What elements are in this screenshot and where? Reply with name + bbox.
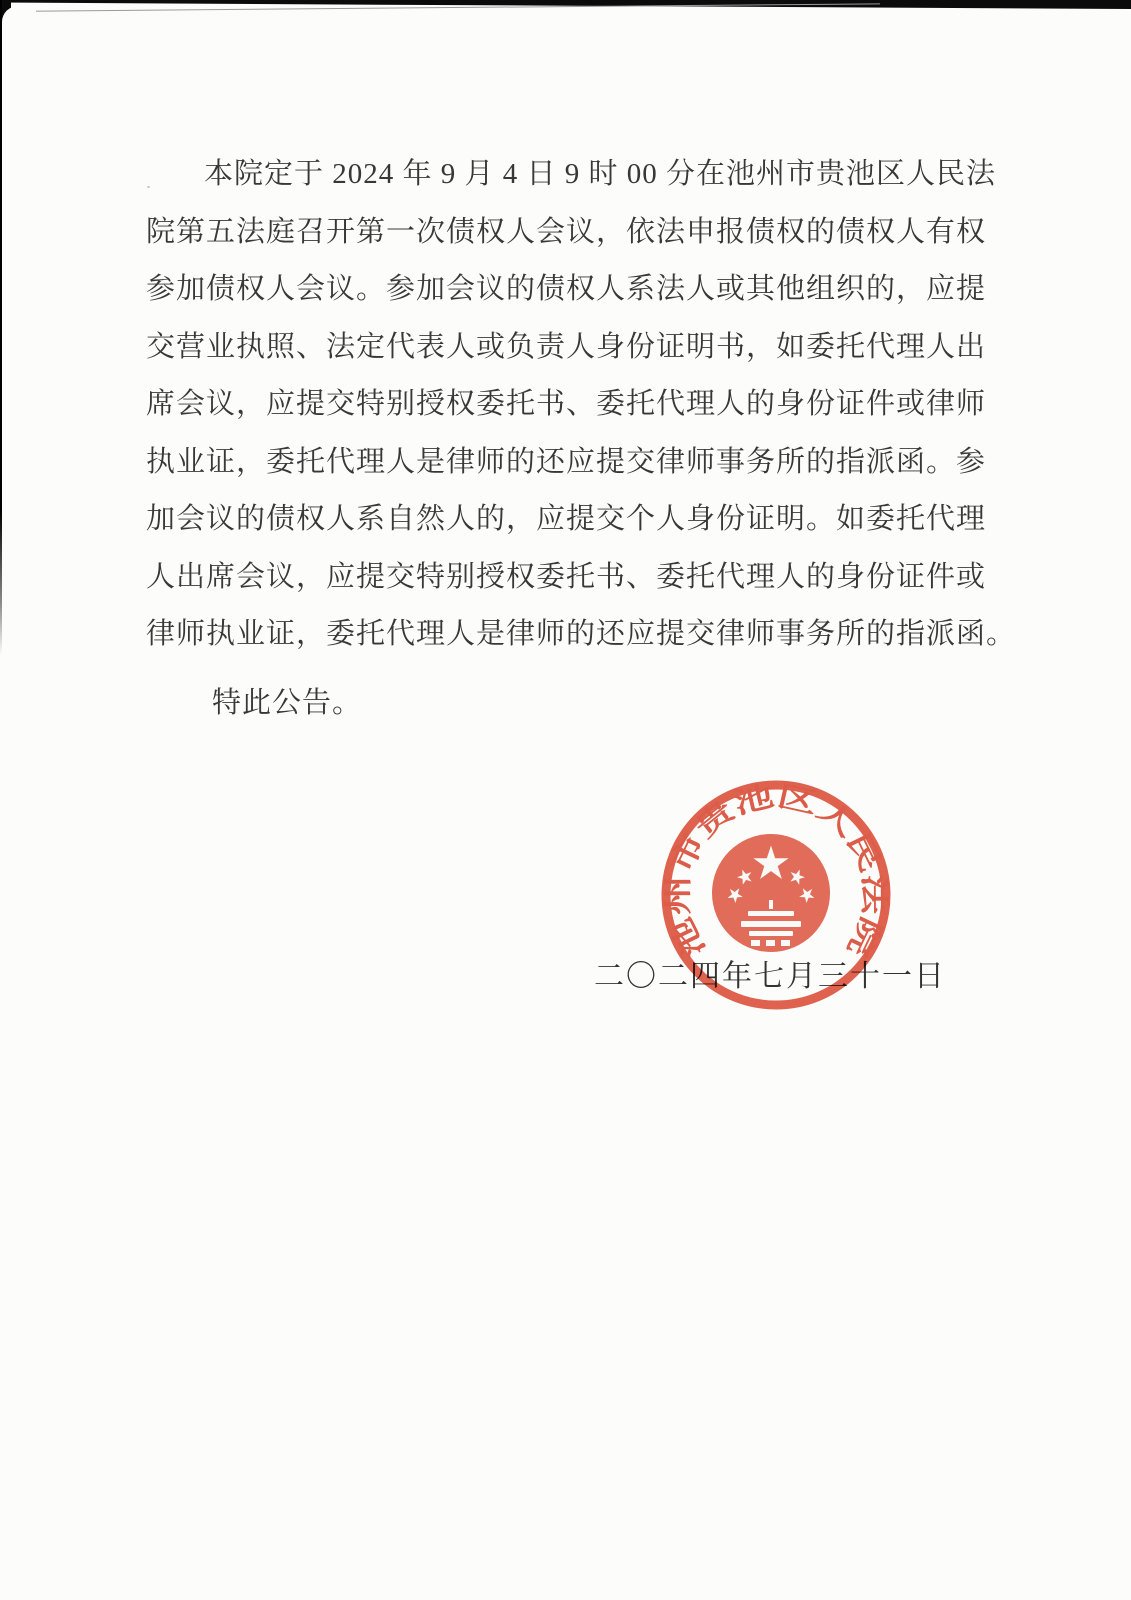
scan-page-corner bbox=[2, 6, 36, 40]
court-seal bbox=[645, 764, 907, 1026]
notice-body bbox=[146, 146, 1017, 732]
body-text-line: 执业证，委托代理人是律师的还应提交律师事务所的指派函。参 bbox=[146, 445, 987, 478]
body-text-line: 人出席会议，应提交特别授权委托书、委托代理人的身份证件或 bbox=[146, 560, 987, 593]
body-text-line: 席会议，应提交特别授权委托书、委托代理人的身份证件或律师 bbox=[146, 388, 987, 420]
body-text-line: 交营业执照、法定代表人或负责人身份证明书，如委托代理人出 bbox=[146, 330, 987, 363]
scan-left-edge-artifact bbox=[0, 0, 2, 655]
seal-graphics bbox=[663, 779, 890, 1005]
body-text-line: 参加债权人会议。参加会议的债权人系法人或其他组织的，应提 bbox=[146, 273, 987, 305]
body-text-line: 院第五法庭召开第一次债权人会议，依法申报债权的债权人有权 bbox=[146, 215, 987, 248]
closing-statement: 特此公告。 bbox=[212, 686, 363, 719]
notice-date: 二〇二四年七月三十一日 bbox=[594, 960, 946, 993]
seal-ring-text: 池州市贵池区人民法院 bbox=[662, 780, 890, 963]
national-emblem-icon bbox=[712, 834, 830, 952]
scan-top-edge-artifact bbox=[0, 0, 1131, 9]
body-text-line: 律师执业证，委托代理人是律师的还应提交律师事务所的指派函。 bbox=[146, 618, 1017, 650]
body-text-line: 本院定于 2024 年 9 月 4 日 9 时 00 分在池州市贵池区人民法 bbox=[204, 158, 997, 190]
body-text-line: 加会议的债权人系自然人的，应提交个人身份证明。如委托代理 bbox=[146, 503, 987, 535]
